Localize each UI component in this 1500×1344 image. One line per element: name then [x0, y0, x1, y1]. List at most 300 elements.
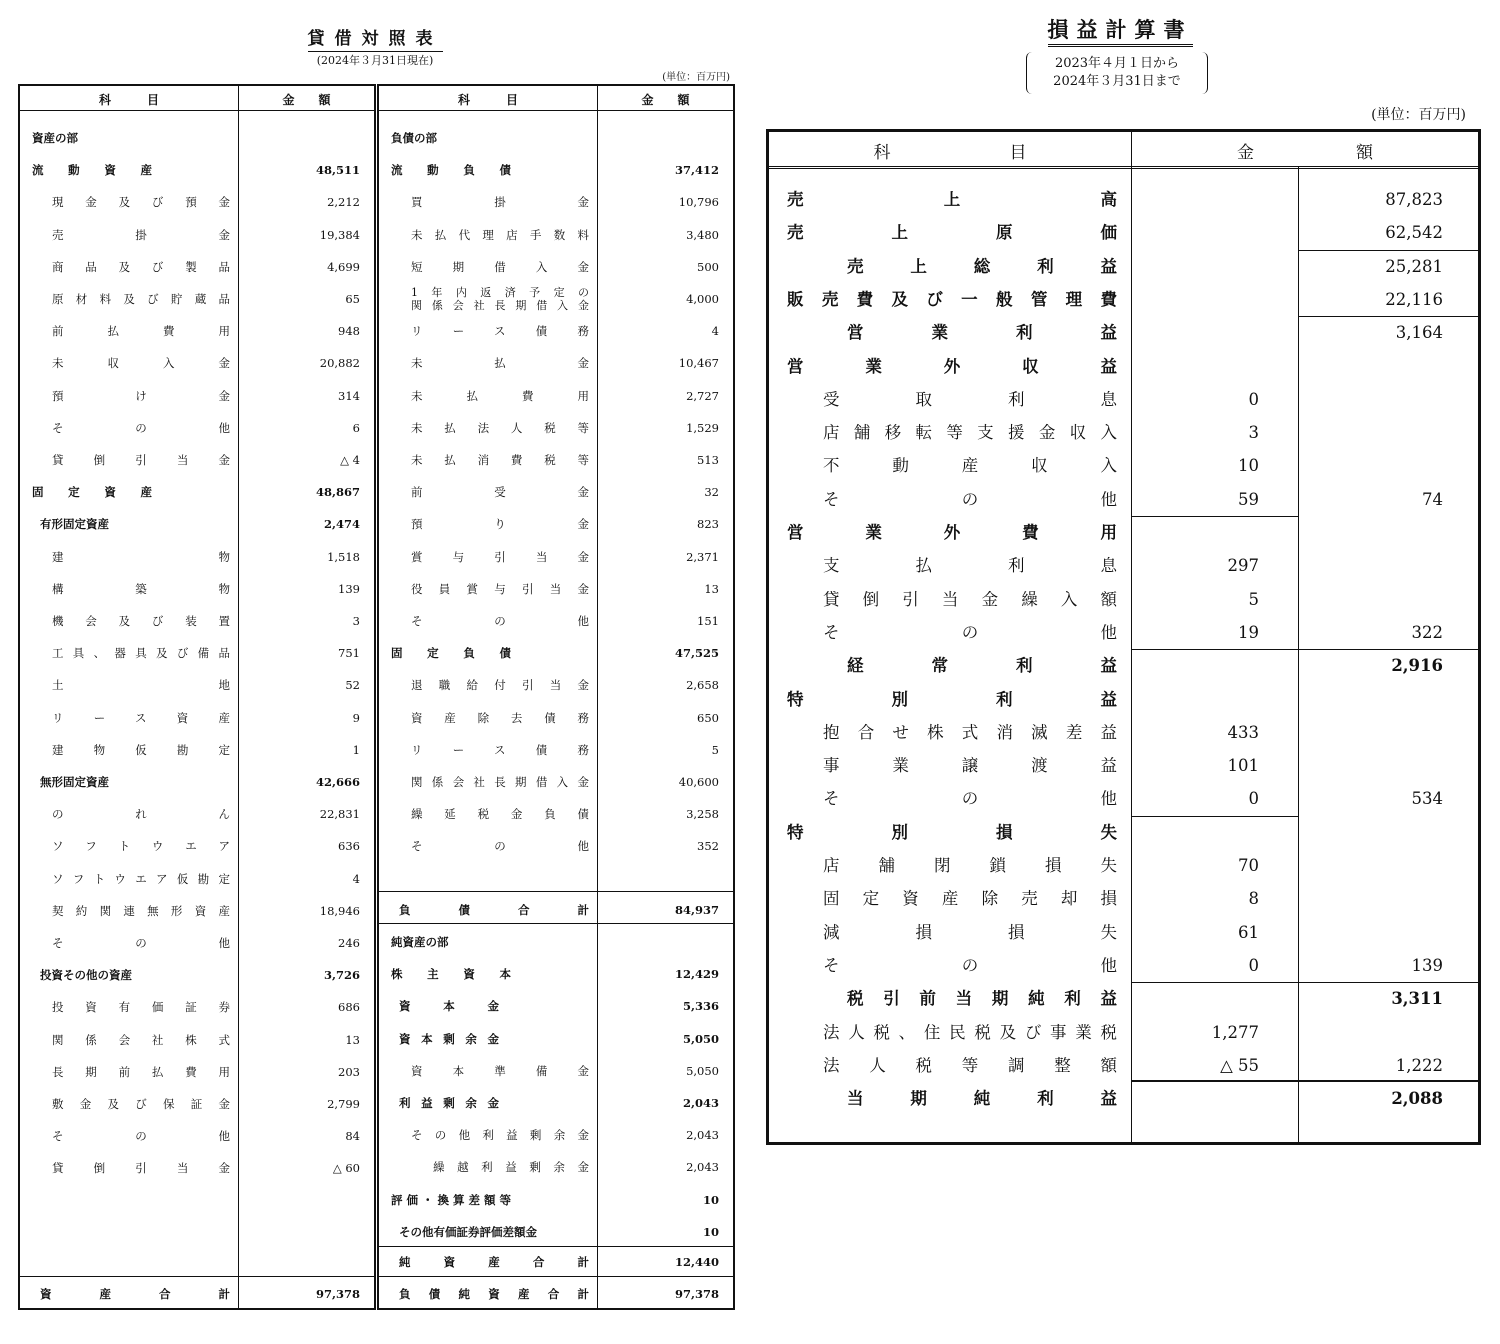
- table-row: [769, 616, 1478, 649]
- row-label: その他: [411, 839, 589, 854]
- row-label: その他: [823, 955, 1117, 975]
- table-row: [379, 669, 733, 701]
- row-amount: 5,050: [682, 1031, 719, 1046]
- table-row: [379, 122, 733, 154]
- row-label: リース債務: [411, 742, 589, 757]
- row-amount: 2,474: [323, 517, 360, 532]
- row-amount-detail: 297: [1227, 556, 1259, 576]
- row-amount: 2,043: [682, 1096, 719, 1110]
- row-label: 抱合せ株式消滅差益: [823, 722, 1117, 742]
- table-row: [379, 766, 733, 798]
- table-row: [379, 990, 733, 1022]
- table-row: [379, 315, 733, 347]
- table-row: [20, 798, 374, 830]
- table-row: [769, 649, 1478, 682]
- row-amount-total: 62,542: [1385, 223, 1443, 243]
- row-label: 役員賞与引当金: [411, 581, 589, 596]
- table-row: [769, 782, 1478, 815]
- table-row: [769, 350, 1478, 383]
- table-row: [379, 508, 733, 540]
- table-row: [769, 316, 1478, 349]
- row-label: 敷金及び保証金: [52, 1097, 230, 1111]
- row-amount: 10,467: [678, 356, 719, 371]
- column-header-amount: 金 額: [282, 93, 331, 107]
- table-row: [769, 383, 1478, 416]
- table-row: [379, 347, 733, 379]
- table-row: [379, 186, 733, 218]
- row-label: 負債純資産合計: [399, 1287, 589, 1301]
- table-row: [20, 991, 374, 1023]
- row-label: 原材料及び貯蔵品: [52, 292, 230, 306]
- row-amount: 13: [704, 581, 719, 596]
- row-label: 前払費用: [52, 324, 230, 339]
- row-amount: 10: [702, 1224, 719, 1239]
- table-row: [769, 216, 1478, 249]
- table-row: [769, 283, 1478, 316]
- row-amount: 4,000: [686, 292, 719, 306]
- row-label: 工具、器具及び備品: [52, 646, 230, 661]
- row-divider: [1132, 982, 1479, 983]
- income-statement-table: [766, 129, 1481, 1145]
- row-amount: 4: [711, 324, 719, 339]
- row-amount: 65: [345, 292, 360, 306]
- row-amount: 513: [697, 453, 719, 467]
- table-row: [379, 1119, 733, 1151]
- row-label: その他: [823, 489, 1117, 509]
- table-row: [379, 605, 733, 637]
- table-row: [20, 1152, 374, 1184]
- row-label: 契約関連無形資産: [52, 903, 230, 918]
- table-row: [379, 251, 733, 283]
- row-amount-detail: 433: [1227, 722, 1259, 742]
- row-amount: 203: [338, 1064, 360, 1079]
- row-amount-total: 74: [1422, 489, 1443, 509]
- table-header: [769, 132, 1478, 169]
- row-label: 長期前払費用: [52, 1064, 230, 1079]
- table-row: [20, 380, 374, 412]
- row-label: 貸倒引当金: [52, 1161, 230, 1176]
- row-label: 特別損失: [787, 822, 1117, 842]
- table-row: [769, 549, 1478, 582]
- table-row: [379, 444, 733, 476]
- table-row: [379, 1151, 733, 1183]
- row-divider: [379, 891, 733, 892]
- row-label: 有形固定資産: [40, 517, 109, 532]
- table-row: [20, 476, 374, 508]
- row-amount: 40,600: [678, 775, 719, 789]
- income-statement-title: 損益計算書: [1020, 14, 1220, 44]
- table-row: [379, 1246, 733, 1278]
- row-amount-total: 1,222: [1395, 1055, 1443, 1075]
- column-header-amount: 金 額: [1237, 143, 1373, 163]
- balance-sheet-unit: (単位：百万円): [662, 72, 730, 83]
- balance-sheet-liabilities-table: [377, 84, 735, 1310]
- row-label: 店舗移転等支援金収入: [823, 423, 1117, 443]
- row-label: 未払代理店手数料: [411, 227, 589, 242]
- row-label: その他利益剰余金: [411, 1128, 589, 1143]
- row-label: 未払法人税等: [411, 420, 589, 435]
- row-amount-detail: 70: [1238, 856, 1259, 875]
- row-amount: 2,799: [327, 1097, 360, 1111]
- table-row: [769, 516, 1478, 549]
- income-statement-period: [1026, 52, 1208, 94]
- table-row: [20, 573, 374, 605]
- period-to: 2024年３月31日まで: [1053, 74, 1181, 89]
- table-row: [769, 449, 1478, 482]
- table-row: [20, 766, 374, 798]
- row-label: 土地: [52, 678, 230, 693]
- row-label: 買掛金: [411, 195, 589, 210]
- row-amount: 97,378: [315, 1287, 360, 1301]
- row-amount: 13: [345, 1032, 360, 1047]
- table-row: [379, 283, 733, 315]
- row-divider: [1132, 649, 1479, 650]
- table-row: [20, 1056, 374, 1088]
- row-label: その他: [52, 936, 230, 950]
- row-amount-detail: 3: [1248, 423, 1259, 443]
- row-label: 繰延税金負債: [411, 807, 589, 822]
- table-row: [20, 444, 374, 476]
- row-label: 負債の部: [391, 131, 437, 145]
- column-header-item: 科 目: [98, 93, 159, 107]
- row-amount-total: 322: [1411, 622, 1443, 642]
- row-amount: 12,429: [674, 967, 719, 982]
- table-row: [20, 637, 374, 669]
- table-header: [379, 86, 733, 111]
- row-amount: 2,043: [686, 1160, 719, 1175]
- row-label: 資産合計: [40, 1287, 230, 1301]
- table-row: [379, 154, 733, 186]
- row-label-line1: 1年内返済予定の: [411, 286, 589, 299]
- table-row: [769, 982, 1478, 1015]
- row-amount-total: 25,281: [1385, 256, 1443, 276]
- table-row: [379, 958, 733, 990]
- row-amount: 751: [338, 646, 360, 661]
- row-amount: 686: [338, 1000, 360, 1015]
- row-label: 建物仮勘定: [52, 742, 230, 757]
- row-label: ソフトウエア仮勘定: [52, 871, 230, 886]
- row-amount-detail: 0: [1248, 389, 1259, 409]
- row-amount: 18,946: [319, 903, 360, 918]
- table-row: [20, 702, 374, 734]
- row-label-line2: 関係会社長期借入金: [411, 299, 589, 312]
- row-amount-detail: 1,277: [1211, 1022, 1259, 1042]
- row-amount: 84,937: [674, 903, 719, 917]
- row-label: リース資産: [52, 710, 230, 725]
- row-label: 未払金: [411, 356, 589, 371]
- table-row: [379, 1087, 733, 1119]
- row-label: 純資産の部: [391, 935, 449, 949]
- row-label: 商品及び製品: [52, 259, 230, 274]
- table-row: [20, 1278, 374, 1310]
- row-divider: [1299, 316, 1479, 317]
- row-amount: 12,440: [674, 1255, 719, 1269]
- table-row: [769, 183, 1478, 216]
- table-row: [769, 250, 1478, 283]
- row-label: 営業外収益: [787, 356, 1117, 376]
- row-amount: 5: [711, 742, 719, 757]
- row-amount-total: 2,088: [1391, 1089, 1443, 1109]
- table-row: [20, 315, 374, 347]
- table-row: [20, 1024, 374, 1056]
- balance-sheet-date: (2024年３月31日現在): [316, 54, 434, 67]
- table-row: [769, 749, 1478, 782]
- table-row: [379, 1216, 733, 1248]
- row-label: 前受金: [411, 485, 589, 500]
- table-row: [769, 849, 1478, 882]
- table-row: [769, 1082, 1478, 1115]
- row-label: 資本金: [399, 999, 499, 1014]
- row-label: その他有価証券評価差額金: [399, 1224, 537, 1239]
- table-row: [379, 894, 733, 926]
- row-amount-detail: 101: [1227, 756, 1259, 776]
- row-amount: 2,371: [686, 549, 719, 564]
- row-label: 賞与引当金: [411, 549, 589, 564]
- row-label: 現金及び預金: [52, 195, 230, 210]
- table-row: [20, 251, 374, 283]
- row-label: その他: [52, 420, 230, 435]
- row-divider: [379, 923, 733, 924]
- row-label: 資産の部: [32, 131, 78, 145]
- row-label: 資本剰余金: [399, 1031, 499, 1046]
- table-row: [379, 573, 733, 605]
- table-row: [769, 1049, 1478, 1082]
- row-amount: 3,480: [686, 227, 719, 242]
- row-label: 投資その他の資産: [40, 968, 132, 983]
- row-label: 資産除去債務: [411, 710, 589, 725]
- row-divider: [1132, 1080, 1479, 1082]
- row-amount: 52: [345, 678, 360, 693]
- row-label: 経常利益: [847, 656, 1117, 676]
- row-amount: 3: [352, 614, 360, 628]
- table-row: [379, 219, 733, 251]
- row-amount: 4: [352, 871, 360, 886]
- row-amount-detail: 61: [1238, 922, 1259, 942]
- row-label: 利益剰余金: [399, 1096, 499, 1110]
- row-label: [411, 286, 589, 312]
- table-row: [379, 702, 733, 734]
- row-amount: 1,518: [327, 549, 360, 564]
- row-amount: 823: [697, 517, 719, 532]
- table-row: [20, 863, 374, 895]
- row-amount: 948: [338, 324, 360, 339]
- row-label: 退職給付引当金: [411, 678, 589, 693]
- row-label: 純資産合計: [399, 1255, 589, 1269]
- table-row: [769, 483, 1478, 516]
- row-label: 税引前当期純利益: [847, 989, 1117, 1009]
- row-label: 短期借入金: [411, 259, 589, 274]
- table-row: [769, 1016, 1478, 1049]
- row-amount: 22,831: [319, 807, 360, 822]
- row-amount: 1: [352, 742, 360, 757]
- row-label: 固定負債: [391, 646, 511, 661]
- balance-sheet-assets-table: [18, 84, 376, 1310]
- row-label: 繰越利益剰余金: [433, 1160, 589, 1175]
- row-label: 法人税等調整額: [823, 1055, 1117, 1075]
- table-row: [379, 1278, 733, 1310]
- period-from: 2023年４月１日から: [1054, 56, 1180, 71]
- table-row: [769, 716, 1478, 749]
- table-row: [379, 476, 733, 508]
- row-amount: 84: [345, 1129, 360, 1144]
- row-amount-detail: 59: [1238, 489, 1259, 509]
- row-label: 販売費及び一般管理費: [787, 289, 1117, 309]
- table-row: [20, 927, 374, 959]
- row-amount-detail: 5: [1248, 589, 1259, 609]
- row-amount: 3,726: [323, 968, 360, 983]
- row-label: ソフトウエア: [52, 839, 230, 854]
- row-amount-total: 22,116: [1385, 289, 1443, 309]
- table-row: [769, 916, 1478, 949]
- table-row: [379, 637, 733, 669]
- row-divider: [20, 1276, 374, 1277]
- row-label: 売掛金: [52, 227, 230, 242]
- row-amount: 246: [338, 936, 360, 950]
- row-label: 資本準備金: [411, 1063, 589, 1078]
- row-amount: 2,658: [686, 678, 719, 693]
- table-row: [769, 683, 1478, 716]
- table-row: [379, 734, 733, 766]
- row-label: 未払費用: [411, 388, 589, 403]
- row-label: 特別利益: [787, 689, 1117, 709]
- table-row: [379, 798, 733, 830]
- row-amount: 48,867: [315, 485, 360, 500]
- row-label: 事業譲渡益: [823, 756, 1117, 776]
- row-amount: 97,378: [674, 1287, 719, 1301]
- row-label: 支払利息: [823, 556, 1117, 576]
- column-header-item: 科 目: [873, 143, 1027, 163]
- row-amount: 2,212: [327, 195, 360, 210]
- table-row: [769, 583, 1478, 616]
- row-label: その他: [823, 789, 1117, 809]
- row-label: 未払消費税等: [411, 453, 589, 467]
- table-row: [769, 816, 1478, 849]
- row-amount-detail: 0: [1248, 789, 1259, 809]
- row-amount-detail: △ 55: [1220, 1055, 1259, 1075]
- row-label: 株主資本: [391, 967, 511, 982]
- row-label: その他: [823, 622, 1117, 642]
- row-amount: 6: [352, 420, 360, 435]
- row-label: リース債務: [411, 324, 589, 339]
- row-label: 店舗閉鎖損失: [823, 856, 1117, 875]
- row-divider: [1132, 816, 1299, 817]
- column-header-item: 科 目: [457, 93, 518, 107]
- table-row: [769, 949, 1478, 982]
- row-label: 関係会社長期借入金: [411, 775, 589, 789]
- row-amount-detail: 10: [1238, 456, 1259, 476]
- row-label: 当期純利益: [847, 1089, 1117, 1109]
- row-label: 貸倒引当金繰入額: [823, 589, 1117, 609]
- row-amount: 2,043: [686, 1128, 719, 1143]
- table-row: [379, 830, 733, 862]
- table-row: [379, 541, 733, 573]
- row-amount: 4,699: [327, 259, 360, 274]
- table-row: [20, 1120, 374, 1152]
- row-label: 預け金: [52, 388, 230, 403]
- row-amount-total: 2,916: [1391, 656, 1443, 676]
- table-row: [20, 347, 374, 379]
- row-amount: 42,666: [315, 775, 360, 789]
- row-label: 評価・換算差額等: [391, 1192, 511, 1207]
- table-row: [379, 1055, 733, 1087]
- row-label: 投資有価証券: [52, 1000, 230, 1015]
- row-label: 関係会社株式: [52, 1032, 230, 1047]
- table-row: [20, 605, 374, 637]
- table-row: [769, 882, 1478, 915]
- row-amount-detail: 8: [1248, 889, 1259, 909]
- row-amount-total: 139: [1411, 955, 1443, 975]
- table-row: [20, 122, 374, 154]
- row-label: その他: [52, 1129, 230, 1144]
- row-amount-total: 534: [1411, 789, 1443, 809]
- table-row: [20, 412, 374, 444]
- table-row: [20, 154, 374, 186]
- row-label: 流動資産: [32, 163, 152, 178]
- table-row: [379, 412, 733, 444]
- row-label: 受取利息: [823, 389, 1117, 409]
- row-label: 営業外費用: [787, 523, 1117, 542]
- row-label: 売上高: [787, 190, 1117, 209]
- row-label: 無形固定資産: [40, 775, 109, 789]
- table-row: [20, 959, 374, 991]
- table-row: [20, 669, 374, 701]
- table-row: [379, 1184, 733, 1216]
- row-amount-total: 87,823: [1385, 190, 1443, 209]
- row-amount: 2,727: [686, 388, 719, 403]
- table-row: [20, 541, 374, 573]
- table-row: [20, 895, 374, 927]
- income-statement-unit: (単位：百万円): [1371, 107, 1466, 123]
- row-label: 固定資産除売却損: [823, 889, 1117, 909]
- row-amount-total: 3,311: [1391, 989, 1443, 1009]
- row-label: 構築物: [52, 581, 230, 596]
- table-row: [379, 926, 733, 958]
- table-row: [20, 734, 374, 766]
- row-amount: 32: [704, 485, 719, 500]
- row-amount: 5,336: [682, 999, 719, 1014]
- table-header: [20, 86, 374, 111]
- row-label: 固定資産: [32, 485, 152, 500]
- row-amount: 139: [338, 581, 360, 596]
- row-label: 流動負債: [391, 163, 511, 178]
- row-amount: 48,511: [315, 163, 360, 178]
- row-label: 建物: [52, 549, 230, 564]
- row-amount: 37,412: [674, 163, 719, 178]
- row-label: 法人税、住民税及び事業税: [823, 1022, 1117, 1042]
- row-label: 営業利益: [847, 323, 1117, 343]
- row-label: のれん: [52, 807, 230, 822]
- row-amount: 314: [338, 388, 360, 403]
- row-amount: 650: [697, 710, 719, 725]
- row-amount-total: 3,164: [1395, 323, 1443, 343]
- row-amount: 47,525: [674, 646, 719, 661]
- row-amount: 20,882: [319, 356, 360, 371]
- row-amount: 5,050: [686, 1063, 719, 1078]
- row-divider: [1299, 250, 1479, 251]
- row-amount: △ 4: [340, 453, 360, 467]
- row-amount: 10: [702, 1192, 719, 1207]
- column-header-amount: 金 額: [641, 93, 690, 107]
- row-amount: 3,258: [686, 807, 719, 822]
- table-row: [20, 283, 374, 315]
- table-row: [20, 830, 374, 862]
- row-amount: 9: [352, 710, 360, 725]
- row-amount: 500: [697, 259, 719, 274]
- row-label: その他: [411, 614, 589, 628]
- row-divider: [379, 1276, 733, 1277]
- row-label: 減損損失: [823, 922, 1117, 942]
- row-divider: [1132, 516, 1299, 517]
